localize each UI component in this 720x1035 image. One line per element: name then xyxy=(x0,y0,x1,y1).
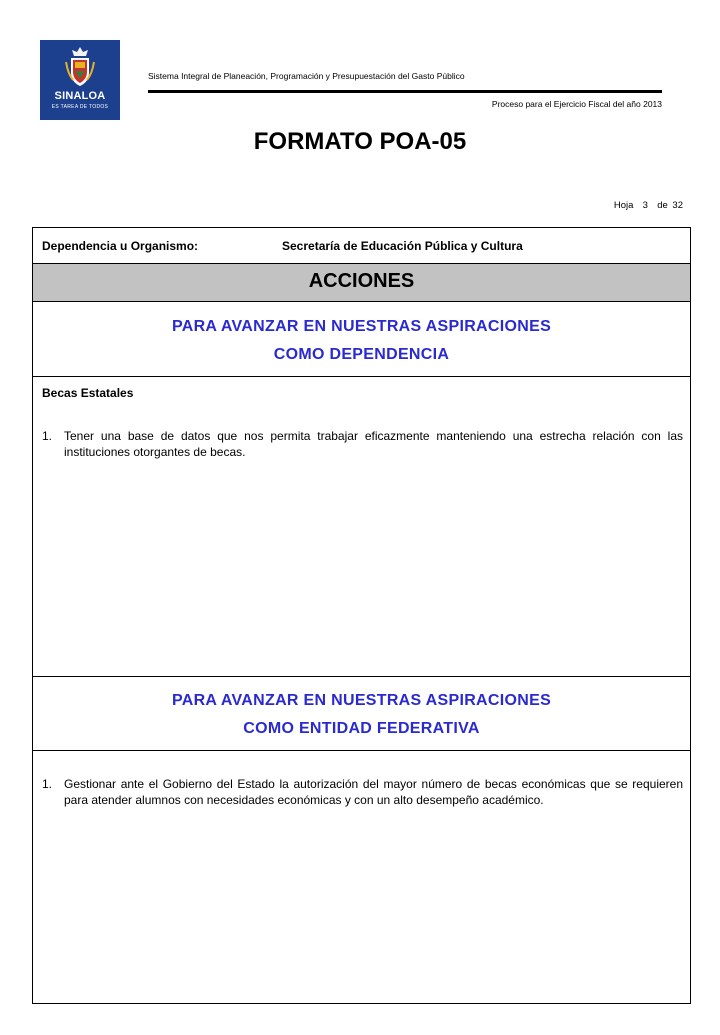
item-number: 1. xyxy=(42,777,53,791)
form-table xyxy=(32,227,691,1004)
page-title: FORMATO POA-05 xyxy=(253,128,467,155)
dependency-value: Secretaría de Educación Pública y Cultura xyxy=(282,239,523,253)
dependency-label: Dependencia u Organismo: xyxy=(42,239,199,253)
item-text: Gestionar ante el Gobierno del Estado la autorización del mayor número de becas económicas que se requieren para atender alumnos con necesidades económicas y con un alto desempeño académico. xyxy=(64,777,683,807)
system-title: Sistema Integral de Planeación, Programación y Presupuestación del Gasto Público xyxy=(148,71,465,81)
list-item xyxy=(42,428,683,460)
logo-tagline: ES TAREA DE TODOS xyxy=(51,104,109,110)
heading-dependencia xyxy=(33,302,690,377)
heading-entidad-federativa xyxy=(33,676,690,751)
sheet-number: Hoja 3 de 32 xyxy=(613,200,683,211)
heading-entidad-line1: PARA AVANZAR EN NUESTRAS ASPIRACIONES xyxy=(171,692,552,709)
logo-name: SINALOA xyxy=(54,90,106,102)
heading-dependencia-line2: COMO DEPENDENCIA xyxy=(273,346,450,363)
heading-dependencia-line1: PARA AVANZAR EN NUESTRAS ASPIRACIONES xyxy=(171,318,552,335)
item-text: Tener una base de datos que nos permita trabajar eficazmente manteniendo una estrecha relación con las instituciones otorgantes de becas. xyxy=(64,429,683,459)
header-divider xyxy=(148,90,662,93)
subsection-label: Becas Estatales xyxy=(42,386,134,400)
state-seal-icon xyxy=(64,46,96,88)
item-number: 1. xyxy=(42,429,53,443)
acciones-title: ACCIONES xyxy=(308,270,415,292)
heading-entidad-line2: COMO ENTIDAD FEDERATIVA xyxy=(243,720,480,737)
sinaloa-logo xyxy=(40,40,120,120)
list-item xyxy=(42,776,683,808)
dependency-row xyxy=(33,228,690,264)
acciones-header xyxy=(33,264,690,302)
process-title: Proceso para el Ejercicio Fiscal del año 2013 xyxy=(491,99,662,109)
